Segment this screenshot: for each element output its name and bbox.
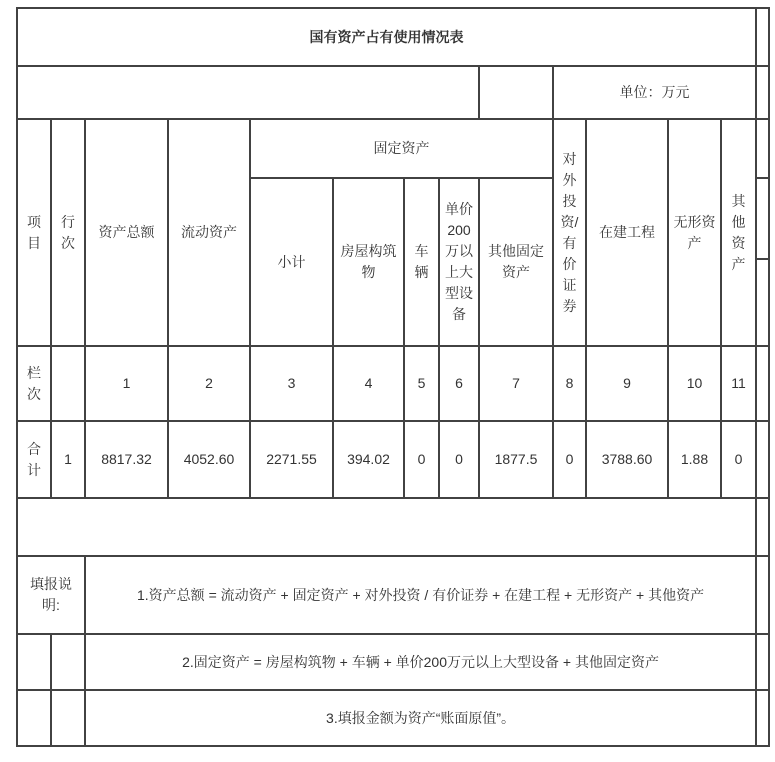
unit-row	[17, 66, 769, 119]
notes-empty-cell	[17, 634, 51, 690]
value-cell-large-equipment: 0	[439, 421, 479, 498]
spacer-cell	[756, 178, 769, 259]
notes-empty-cell	[51, 634, 85, 690]
spacer-cell	[756, 556, 769, 634]
index-cell: 9	[586, 346, 668, 421]
index-cell: 4	[333, 346, 404, 421]
page-title: 国有资产占有使用情况表	[17, 8, 756, 66]
unit-label: 单位：万元	[553, 66, 756, 119]
col-header-external-investment: 对外投资/有价证券	[553, 119, 586, 346]
value-cell-construction-in-progress: 3788.60	[586, 421, 668, 498]
note-text-2: 2.固定资产 = 房屋构筑物 + 车辆 + 单价200万元以上大型设备 + 其他固定资产	[85, 634, 756, 690]
index-cell: 10	[668, 346, 721, 421]
index-cell: 6	[439, 346, 479, 421]
notes-empty-cell	[51, 690, 85, 746]
index-cell: 5	[404, 346, 439, 421]
col-header-line-no: 行次	[51, 119, 85, 346]
col-header-other-assets: 其他资产	[721, 119, 756, 346]
unit-row-empty-cell	[479, 66, 553, 119]
index-cell: 3	[250, 346, 333, 421]
col-header-current-assets: 流动资产	[168, 119, 250, 346]
title-row	[17, 8, 769, 66]
value-cell-vehicles: 0	[404, 421, 439, 498]
spacer-cell	[756, 690, 769, 746]
col-header-construction-in-progress: 在建工程	[586, 119, 668, 346]
spacer-cell	[756, 119, 769, 178]
col-header-vehicles: 车辆	[404, 178, 439, 346]
notes-row-3	[17, 690, 769, 746]
value-cell-external-investment: 0	[553, 421, 586, 498]
index-cell: 1	[85, 346, 168, 421]
value-cell-other-fixed-assets: 1877.5	[479, 421, 553, 498]
spacer-cell	[756, 346, 769, 421]
note-text-1: 1.资产总额 = 流动资产 + 固定资产 + 对外投资 / 有价证券 + 在建工程 + 无形资产 + 其他资产	[85, 556, 756, 634]
total-row-label: 合计	[17, 421, 51, 498]
value-cell-current-assets: 4052.60	[168, 421, 250, 498]
spacer-cell	[756, 421, 769, 498]
total-row-line-no: 1	[51, 421, 85, 498]
index-row-label: 栏次	[17, 346, 51, 421]
index-cell: 7	[479, 346, 553, 421]
index-cell: 2	[168, 346, 250, 421]
spacer-cell	[756, 498, 769, 556]
value-cell-buildings: 394.02	[333, 421, 404, 498]
blank-row	[17, 498, 769, 556]
index-row-empty-cell	[51, 346, 85, 421]
value-cell-other-assets: 0	[721, 421, 756, 498]
state-assets-usage-table	[16, 7, 770, 747]
col-header-buildings: 房屋构筑物	[333, 178, 404, 346]
blank-row-cell	[17, 498, 756, 556]
unit-row-empty-cell	[17, 66, 479, 119]
total-row	[17, 421, 769, 498]
note-text-3: 3.填报金额为资产“账面原值”。	[85, 690, 756, 746]
value-cell-fixed-subtotal: 2271.55	[250, 421, 333, 498]
col-header-fixed-assets-group: 固定资产	[250, 119, 553, 178]
spacer-cell	[756, 66, 769, 119]
header-row-1	[17, 119, 769, 178]
spacer-cell	[756, 8, 769, 66]
column-index-row	[17, 346, 769, 421]
col-header-other-fixed-assets: 其他固定资产	[479, 178, 553, 346]
notes-row-2	[17, 634, 769, 690]
value-cell-total-assets: 8817.32	[85, 421, 168, 498]
notes-empty-cell	[17, 690, 51, 746]
index-cell: 8	[553, 346, 586, 421]
spacer-cell	[756, 259, 769, 346]
col-header-fixed-subtotal: 小计	[250, 178, 333, 346]
col-header-item: 项目	[17, 119, 51, 346]
value-cell-intangible-assets: 1.88	[668, 421, 721, 498]
notes-row-1	[17, 556, 769, 634]
col-header-large-equipment: 单价200万以上大型设备	[439, 178, 479, 346]
col-header-intangible-assets: 无形资产	[668, 119, 721, 346]
notes-label: 填报说明:	[17, 556, 85, 634]
col-header-total-assets: 资产总额	[85, 119, 168, 346]
spacer-cell	[756, 634, 769, 690]
index-cell: 11	[721, 346, 756, 421]
